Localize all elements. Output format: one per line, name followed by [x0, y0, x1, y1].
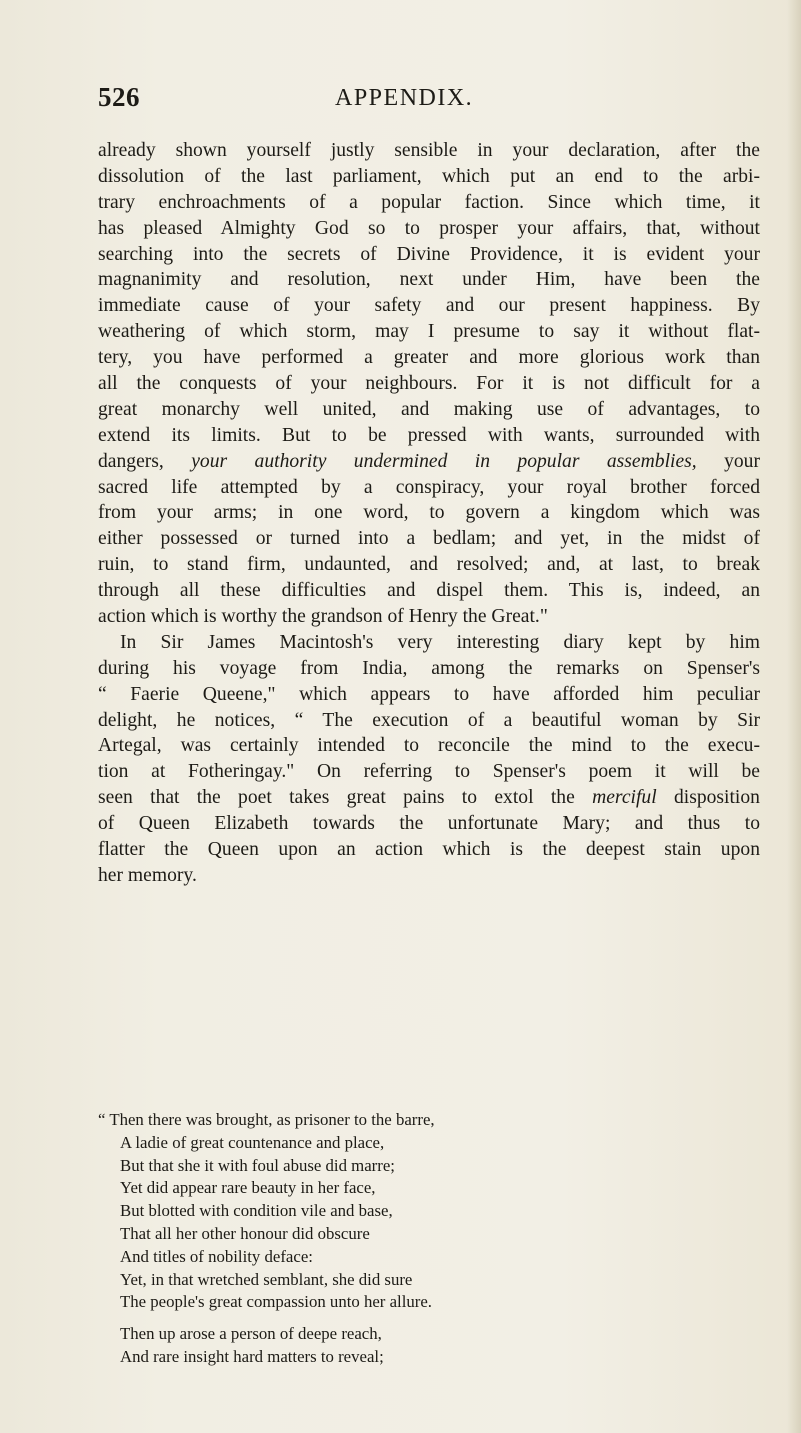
page-header	[98, 82, 758, 122]
running-head: APPENDIX.	[335, 85, 474, 111]
text-line: tery, you have performed a greater and more glorious work than	[98, 347, 760, 369]
body-text	[98, 138, 760, 889]
text-line: during his voyage from India, among the remarks on Spenser's	[98, 657, 760, 679]
text-line	[98, 785, 760, 811]
verse-line: But blotted with condition vile and base,	[120, 1201, 393, 1221]
text-segment: seen that the poet takes great pains to extol the	[98, 787, 593, 809]
verse-line: And rare insight hard matters to reveal;	[120, 1346, 384, 1366]
text-line: Artegal, was certainly intended to reconcile the mind to the execu-	[98, 735, 760, 757]
verse-line: That all her other honour did obscure	[120, 1223, 370, 1243]
text-line: ruin, to stand firm, undaunted, and resolved; and, at last, to break	[98, 554, 760, 576]
text-line: all the conquests of your neighbours. For it is not difficult for a	[98, 373, 760, 395]
text-line: In Sir James Macintosh's very interesting diary kept by him	[120, 631, 760, 653]
text-line: tion at Fotheringay." On referring to Spenser's poem it will be	[98, 761, 760, 783]
verse-line: Yet, in that wretched semblant, she did sure	[120, 1269, 413, 1289]
text-line: weathering of which storm, may I presume to say it without flat-	[98, 321, 760, 343]
text-line: “ Faerie Queene," which appears to have afforded him peculiar	[98, 683, 760, 705]
text-line: through all these difficulties and dispel them. This is, indeed, an	[98, 580, 760, 602]
text-line: already shown yourself justly sensible in your declaration, after the	[98, 140, 760, 161]
text-line: trary enchroachments of a popular faction. Since which time, it	[98, 191, 760, 213]
text-line: has pleased Almighty God so to prosper your affairs, that, without	[98, 217, 760, 239]
text-line: sacred life attempted by a conspiracy, your royal brother forced	[98, 476, 760, 498]
italic-segment: merciful	[592, 787, 657, 809]
text-line: delight, he notices, “ The execution of a beautiful woman by Sir	[98, 709, 760, 731]
verse-line: Yet did appear rare beauty in her face,	[120, 1178, 376, 1198]
page-edge-shadow	[787, 0, 801, 1433]
text-segment: disposition	[656, 787, 760, 809]
text-line: of Queen Elizabeth towards the unfortunate Mary; and thus to	[98, 813, 760, 835]
text-line: dissolution of the last parliament, which put an end to the arbi-	[98, 165, 760, 187]
page-number: 526	[98, 82, 140, 112]
verse-quotation	[98, 1109, 760, 1369]
verse-line: “ Then there was brought, as prisoner to the barre,	[98, 1110, 435, 1129]
verse-line: But that she it with foul abuse did marre;	[120, 1155, 395, 1175]
text-line: flatter the Queen upon an action which is the deepest stain upon	[98, 839, 760, 861]
text-line: searching into the secrets of Divine Providence, it is evident your	[98, 243, 760, 265]
italic-segment: your authority undermined in popular assemblies,	[191, 450, 697, 472]
text-line: action which is worthy the grandson of Henry the Great."	[98, 606, 548, 628]
text-line: immediate cause of your safety and our present happiness. By	[98, 295, 760, 317]
text-line	[98, 449, 760, 475]
text-segment: your	[696, 450, 760, 472]
text-line: either possessed or turned into a bedlam; and yet, in the midst of	[98, 528, 760, 550]
verse-line: Then up arose a person of deepe reach,	[120, 1324, 382, 1344]
text-line: extend its limits. But to be pressed with wants, surrounded with	[98, 424, 760, 446]
text-line: her memory.	[98, 864, 197, 886]
verse-line: A ladie of great countenance and place,	[120, 1132, 385, 1152]
text-line: from your arms; in one word, to govern a kingdom which was	[98, 502, 760, 524]
verse-line: The people's great compassion unto her allure.	[120, 1292, 432, 1312]
verse-line: And titles of nobility deface:	[120, 1246, 313, 1266]
text-segment: dangers,	[98, 450, 192, 472]
text-line: magnanimity and resolution, next under Him, have been the	[98, 269, 760, 291]
text-line: great monarchy well united, and making use of advantages, to	[98, 398, 760, 420]
